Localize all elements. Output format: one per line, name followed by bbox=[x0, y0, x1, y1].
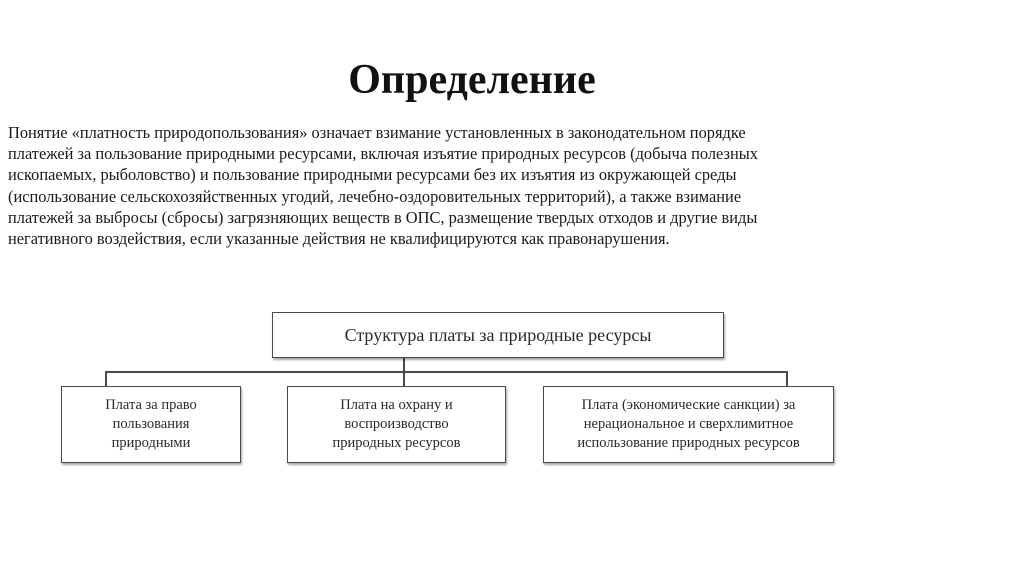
box-line: использование природных ресурсов bbox=[577, 435, 800, 451]
box-line: Плата на охрану и bbox=[340, 397, 453, 413]
paragraph-line: платежей за выбросы (сбросы) загрязняющих веществ в ОПС, размещение твердых отходов и другие виды bbox=[8, 207, 758, 227]
connector-left-drop bbox=[105, 371, 107, 386]
diagram-child-box-usage-right bbox=[61, 386, 241, 463]
box-line: Плата (экономические санкции) за bbox=[581, 397, 796, 413]
connector-right-drop bbox=[786, 371, 788, 386]
box-line: воспроизводство bbox=[344, 416, 449, 432]
paragraph-line: ископаемых, рыболовство) и пользование природными ресурсами без их изъятия из окружающей среды bbox=[8, 165, 737, 185]
box-line: Плата за право bbox=[105, 397, 197, 413]
connector-horizontal bbox=[105, 371, 787, 373]
box-line: нерациональное и сверхлимитное bbox=[583, 416, 794, 432]
diagram-root-label: Структура платы за природные ресурсы bbox=[344, 324, 652, 345]
box-line: пользования bbox=[112, 416, 190, 432]
paragraph-line: платежей за пользование природными ресурсами, включая изъятие природных ресурсов (добыча полезных bbox=[8, 144, 758, 164]
diagram-child-box-sanctions bbox=[543, 386, 834, 463]
paragraph-line: негативного воздействия, если указанные действия не квалифицируются как правонарушения. bbox=[8, 229, 670, 249]
diagram-root-box bbox=[272, 312, 724, 358]
diagram-child-box-protection bbox=[287, 386, 506, 463]
paragraph-line: Понятие «платность природопользования» означает взимание установленных в законодательном порядке bbox=[8, 123, 746, 142]
slide-title: Определение bbox=[348, 57, 596, 104]
box-line: природными bbox=[111, 435, 191, 451]
box-line: природных ресурсов bbox=[332, 435, 461, 451]
paragraph-line: (использование сельскохозяйственных угодий, лечебно-оздоровительных территорий), а также взимание bbox=[8, 186, 742, 206]
